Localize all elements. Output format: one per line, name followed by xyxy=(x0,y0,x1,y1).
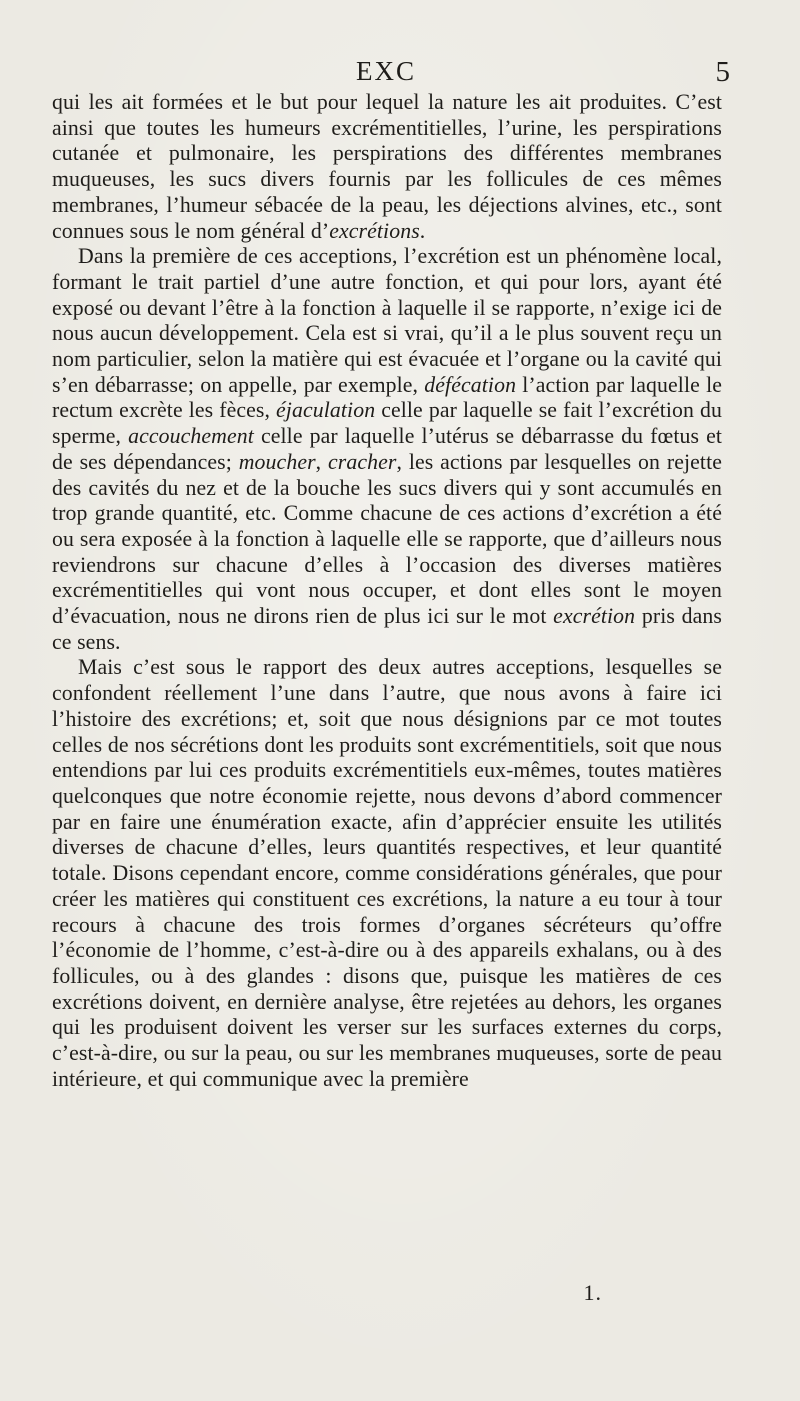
text-segment: l’action par laquelle le rectum excrète les fèces, xyxy=(52,372,722,423)
text-segment: Mais c’est sous le rapport des deux autres acceptions, lesquelles se confondent réellement l’une dans l’autre, que nous avons à faire ici l’histoire des excrétions; et, soit que nous désignions par ce mot toutes celles de nos sécrétions dont les produits sont excrémentitiels, soit que nous entendions par lui ces produits excrémentitiels eux-mêmes, toutes matières quelconques que notre économie rejette, nous devons d’abord commencer par en faire une énumération exacte, afin d’apprécier ensuite les utilités diverses de chacune d’elles, leurs quantités respectives, et leur quantité totale. Disons cependant encore, comme considérations générales, que pour créer les matières qui constituent ces excrétions, la nature a eu tour à tour recours à chacune des trois formes d’organes sécréteurs qu’offre l’économie de l’homme, c’est-à-dire ou à des appareils exhalans, ou à des follicules, ou à des glandes : disons que, puisque les matières de ces excrétions doivent, en dernière analyse, être rejetées au dehors, les organes qui les produisent doivent les verser sur les surfaces externes du corps, c’est-à-dire, ou sur la peau, ou sur les membranes muqueuses, sorte de peau intérieure, et qui communique avec la première xyxy=(52,655,722,1091)
paragraph-2 xyxy=(52,244,722,655)
text-segment: celle par laquelle l’utérus se débarrasse du fœtus et de ses dépendances; xyxy=(52,424,722,474)
text-segment: , les actions par lesquelles on rejette des cavités du nez et de la bouche les sucs divers qui y sont accumulés en trop grande quantité, etc. Comme chacune de ces actions d’excrétion a été ou sera exposée à la fonction à laquelle elle se rapporte, que d’ailleurs nous reviendrons sur chacune d’elles à l’occasion des diverses matières excrémentitielles qui vont nous occuper, et dont elles sont le moyen d’évacuation, nous ne dirons rien de plus ici sur le mot xyxy=(52,449,722,629)
italic-text-segment: moucher xyxy=(238,449,316,474)
italic-text-segment: accouchement xyxy=(128,424,254,449)
signature-mark: 1. xyxy=(583,1280,602,1305)
italic-text-segment: éjaculation xyxy=(276,398,376,423)
paragraph-1 xyxy=(52,90,722,244)
running-head xyxy=(50,52,730,92)
running-title: EXC xyxy=(356,56,416,86)
body-text xyxy=(52,90,722,1092)
italic-text-segment: défécation xyxy=(424,372,517,397)
text-segment: , xyxy=(315,449,329,474)
text-segment: celle par laquelle se fait l’excrétion du sperme, xyxy=(52,398,722,449)
text-segment: Dans la première de ces acceptions, l’excrétion est un phénomène local, formant le trait partiel d’une autre fonction, et qui pour lors, ayant été exposé ou devant l’être à la fonction à laquelle il se rapporte, n’exige ici de nous aucun développement. Cela est si vrai, qu’il a le plus souvent reçu un nom particulier, selon la matière qui est évacuée et l’organe ou la cavité qui s’en débarrasse; on appelle, par exemple, xyxy=(52,244,722,397)
text-segment: qui les ait formées et le but pour lequel la nature les ait produites. C’est ainsi que toutes les humeurs excrémentitielles, l’urine, les perspirations cutanée et pulmonaire, les perspirations des différentes membranes muqueuses, les sucs divers fournis par les follicules de ces mêmes membranes, l’humeur sébacée de la peau, les déjections alvines, etc., sont connues sous le nom général d’ xyxy=(52,90,722,243)
text-segment: pris dans ce sens. xyxy=(52,604,722,654)
paragraph-3 xyxy=(52,655,722,1092)
text-segment: . xyxy=(419,218,426,243)
italic-text-segment: excrétion xyxy=(553,604,636,629)
page-number: 5 xyxy=(715,56,730,88)
italic-text-segment: excrétions xyxy=(329,218,420,243)
italic-text-segment: cracher xyxy=(328,449,397,474)
